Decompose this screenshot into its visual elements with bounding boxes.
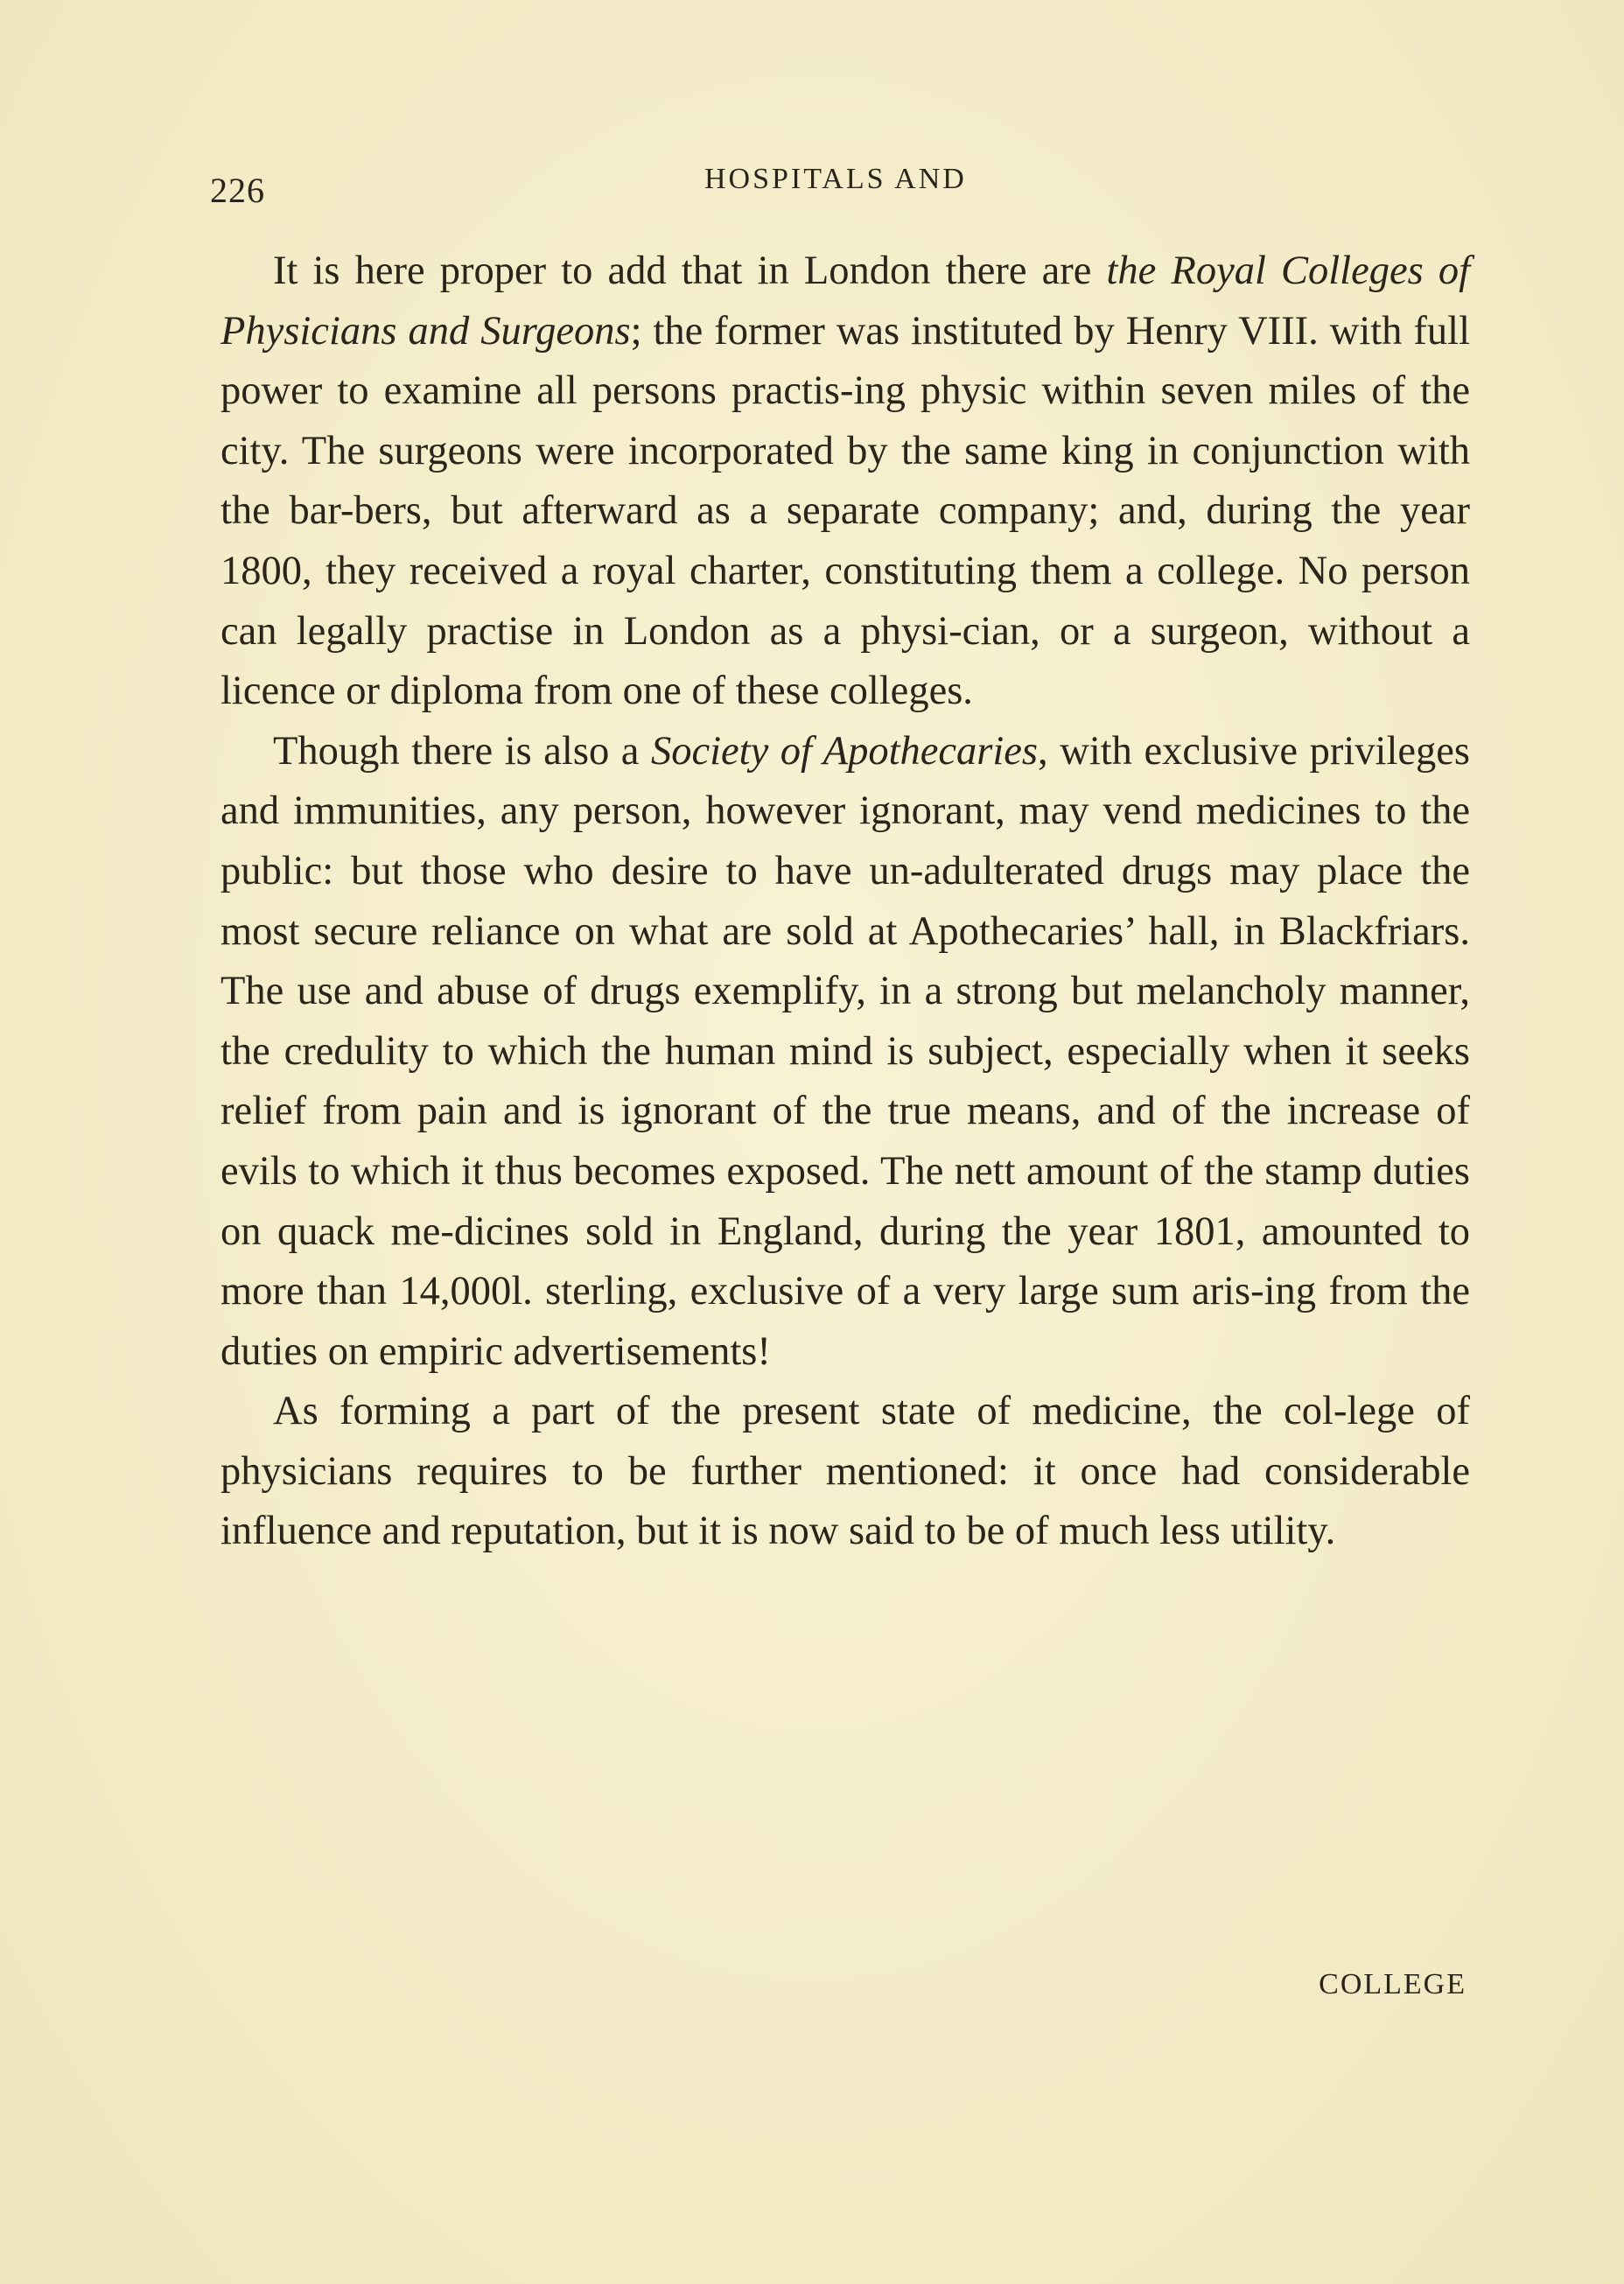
paragraph-text: Though there is also a <box>273 728 651 774</box>
paragraph-text: It is here proper to add that in London there are <box>273 249 1107 293</box>
running-head: HOSPITALS AND <box>704 163 967 195</box>
paragraph-text: ; the former was instituted by Henry VIII. with full power to examine all persons practis-ing physic within seven miles of the city. The surgeons were incorporated by the same king in conjunction with the bar-bers, but afterward as a separate company; and, during the year 1800, they received a royal charter, constituting them a college. No person can legally practise in London as a physi-cian, or a surgeon, without a licence or diploma from one of these colleges. <box>220 308 1470 714</box>
italic-phrase: the Royal Colleges of Physicians and Surgeons <box>220 249 1471 354</box>
italic-phrase: Society of Apothecaries <box>650 728 1039 774</box>
paragraph-text: As forming a part of the present state of medicine, the col-lege of physicians requires to be further mentioned: it once had considerable influence and reputation, but it is now said to be of much less utility. <box>220 1389 1470 1554</box>
page-number: 226 <box>210 171 265 210</box>
paragraph-college-of-physicians <box>220 1382 1470 1562</box>
paragraph-text: , with exclusive privileges and immunities, any person, however ignorant, may vend medicines to the public: but those who desire to have un-adulterated drugs may place the most secure reliance on what are sold at Apothecaries’ hall, in Blackfriars. The use and abuse of drugs exemplify, in a strong but melancholy manner, the credulity to which the human mind is subject, especially when it seeks relief from pain and is ignorant of the true means, and of the increase of evils to which it thus becomes exposed. The nett amount of the stamp duties on quack me-dicines sold in England, during the year 1801, amounted to more than 14,000l. sterling, exclusive of a very large sum aris-ing from the duties on empiric advertisements! <box>220 728 1471 1374</box>
paragraph-colleges <box>220 242 1470 722</box>
page-header <box>210 158 1470 219</box>
body-text <box>220 242 1470 1562</box>
catchword: COLLEGE <box>1319 1968 1466 2000</box>
paragraph-apothecaries <box>220 722 1470 1383</box>
